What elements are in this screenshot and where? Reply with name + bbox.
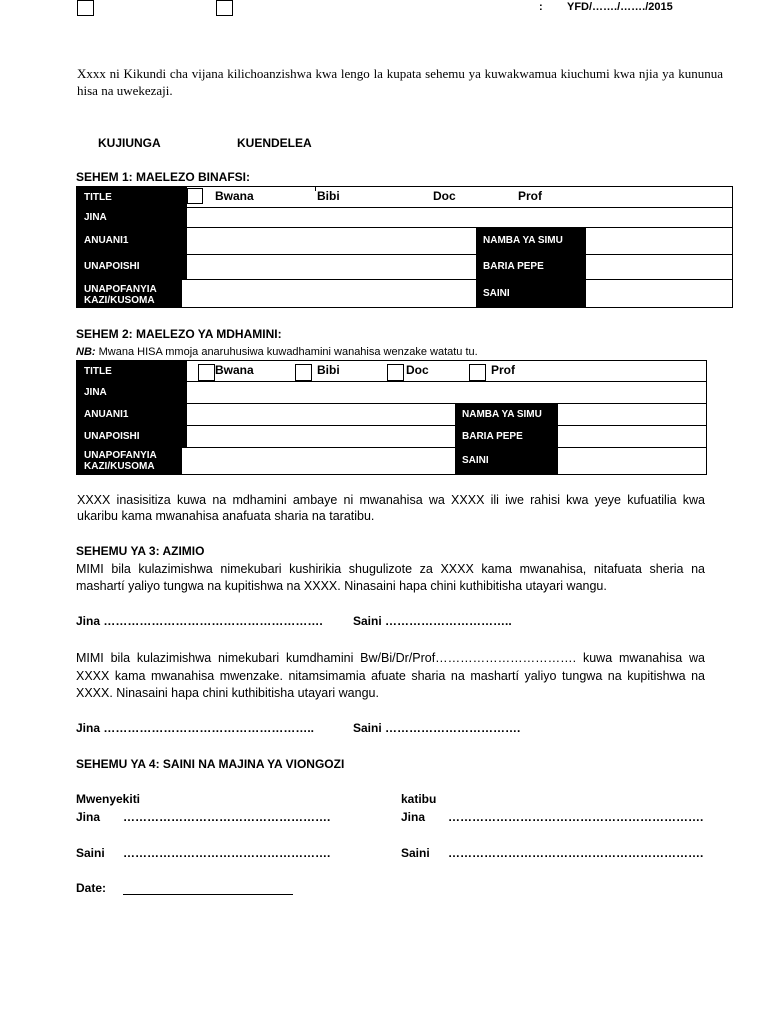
declaration-1-jina[interactable]: Jina ………………………………………………. xyxy=(76,614,323,628)
nb-label: NB: xyxy=(76,346,96,358)
s2-unapofanyia-label: UNAPOFANYIA KAZI/KUSOMA xyxy=(77,447,182,474)
s2-anuani-input[interactable] xyxy=(188,404,454,424)
s2-baria-pepe-label: BARIA PEPE xyxy=(455,425,558,447)
declaration-2-saini[interactable]: Saini ……………………………. xyxy=(353,721,521,735)
katibu-jina-label: Jina xyxy=(401,810,426,824)
mwenyekiti-saini-label: Saini xyxy=(76,846,105,860)
s2-jina-input[interactable] xyxy=(188,382,706,402)
s2-baria-pepe-input[interactable] xyxy=(559,426,706,446)
s2-title-bwana: Bwana xyxy=(215,363,254,377)
mwenyekiti-title: Mwenyekiti xyxy=(76,792,141,806)
s2-unapoishi-input[interactable] xyxy=(188,426,454,446)
s2-checkbox-bwana[interactable] xyxy=(198,364,215,381)
mwenyekiti-jina-dots[interactable]: ……………………………………………. xyxy=(123,810,331,824)
declaration-paragraph-1: MIMI bila kulazimishwa nimekubari kushirikia shugulizote za XXXX kama mwanahisa, nitafuata sheria na mashartí yaliyo tungwa na kupitishwa na XXXX. Ninasaini hapa chini kuthibitisha utayari wangu. xyxy=(76,562,705,593)
section1-form xyxy=(76,186,733,308)
s2-unapoishi-label: UNAPOISHI xyxy=(77,425,187,447)
declaration-2-jina[interactable]: Jina …………………………………………….. xyxy=(76,721,315,735)
s2-title-label: TITLE xyxy=(77,361,187,381)
mwenyekiti-saini-dots[interactable]: ……………………………………………. xyxy=(123,846,331,860)
section2-note xyxy=(76,346,478,358)
s2-namba-simu-input[interactable] xyxy=(559,404,706,424)
s1-anuani-label: ANUANI1 xyxy=(77,227,187,254)
s1-title-label: TITLE xyxy=(77,187,187,207)
s2-title-bibi: Bibi xyxy=(317,363,340,377)
s2-checkbox-bibi[interactable] xyxy=(295,364,312,381)
intro-paragraph: Xxxx ni Kikundi cha vijana kilichoanzishwa kwa lengo la kupata sehemu ya kuwakwamua kiuchumi kwa njia ya kununua hisa na uwekezaji. xyxy=(77,66,723,98)
declaration-paragraph-2: MIMI bila kulazimishwa nimekubari kumdhamini Bw/Bi/Dr/Prof……………………………. kuwa mwanahisa wa XXXX kama mwanahisa mwenzake. nitamsimamia afuate sharia na mashartí yaliyo tungwa na kupitishwa na XXXX. Ninasaini hapa chini kuthibitisha utayari wangu. xyxy=(76,651,705,700)
date-label: Date: xyxy=(76,881,107,895)
s1-title-prof: Prof xyxy=(518,189,542,203)
reference-colon: : xyxy=(539,1,543,13)
s1-jina-label: JINA xyxy=(77,207,187,227)
s2-checkbox-prof[interactable] xyxy=(469,364,486,381)
option-kujiunga[interactable]: KUJIUNGA xyxy=(98,136,161,150)
s1-title-doc: Doc xyxy=(433,189,456,203)
s2-title-prof: Prof xyxy=(491,363,515,377)
s1-unapofanyia-input[interactable] xyxy=(183,280,478,307)
top-checkbox-left[interactable] xyxy=(77,0,94,16)
s1-jina-input[interactable] xyxy=(188,208,732,226)
s1-title-bibi: Bibi xyxy=(317,189,340,203)
nb-text: Mwana HISA mmoja anaruhusiwa kuwadhamini wanahisa wenzake watatu tu. xyxy=(98,346,478,358)
s2-saini-input[interactable] xyxy=(559,448,706,474)
s1-unapoishi-input[interactable] xyxy=(188,255,478,278)
katibu-saini-dots[interactable]: ………………………………………………………. xyxy=(448,846,704,860)
s1-saini-label: SAINI xyxy=(476,279,586,308)
s2-namba-simu-label: NAMBA YA SIMU xyxy=(455,403,558,425)
section2-form xyxy=(76,360,707,475)
s2-anuani-label: ANUANI1 xyxy=(77,403,187,425)
katibu-saini-label: Saini xyxy=(401,846,430,860)
s1-namba-simu-label: NAMBA YA SIMU xyxy=(476,227,586,254)
s1-anuani-input[interactable] xyxy=(188,228,478,253)
s2-checkbox-doc[interactable] xyxy=(387,364,404,381)
s1-unapofanyia-label: UNAPOFANYIA KAZI/KUSOMA xyxy=(77,279,182,308)
s2-jina-label: JINA xyxy=(77,381,187,403)
s1-namba-simu-input[interactable] xyxy=(587,228,732,253)
s1-baria-pepe-input[interactable] xyxy=(587,255,732,278)
s1-baria-pepe-label: BARIA PEPE xyxy=(476,254,586,279)
mwenyekiti-jina-label: Jina xyxy=(76,810,101,824)
katibu-title: katibu xyxy=(401,792,437,806)
reference-number: YFD/……./……./2015 xyxy=(567,1,673,13)
section1-heading: SEHEM 1: MAELEZO BINAFSI: xyxy=(76,170,251,184)
s1-unapoishi-label: UNAPOISHI xyxy=(77,254,187,279)
section3-heading: SEHEMU YA 3: AZIMIO xyxy=(76,544,205,558)
s1-title-bwana: Bwana xyxy=(215,189,254,203)
s1-title-checkbox-bwana[interactable] xyxy=(187,188,203,204)
option-kuendelea[interactable]: KUENDELEA xyxy=(237,136,312,150)
declaration-1-saini[interactable]: Saini ………………………….. xyxy=(353,614,512,628)
top-checkbox-right[interactable] xyxy=(216,0,233,16)
date-field[interactable] xyxy=(123,880,293,895)
s2-title-doc: Doc xyxy=(406,363,429,377)
guarantor-note: XXXX inasisitiza kuwa na mdhamini ambaye ni mwanahisa wa XXXX ili iwe rahisi kwa yeye kufuatilia kwa ukaribu kama mwanahisa anafuata sharia na taratibu. xyxy=(77,493,705,523)
s2-unapofanyia-input[interactable] xyxy=(183,448,454,474)
s2-saini-label: SAINI xyxy=(455,447,558,474)
section2-heading: SEHEM 2: MAELEZO YA MDHAMINI: xyxy=(76,327,282,341)
katibu-jina-dots[interactable]: ………………………………………………………. xyxy=(448,810,704,824)
section4-heading: SEHEMU YA 4: SAINI NA MAJINA YA VIONGOZI xyxy=(76,757,345,771)
s1-saini-input[interactable] xyxy=(587,280,732,307)
